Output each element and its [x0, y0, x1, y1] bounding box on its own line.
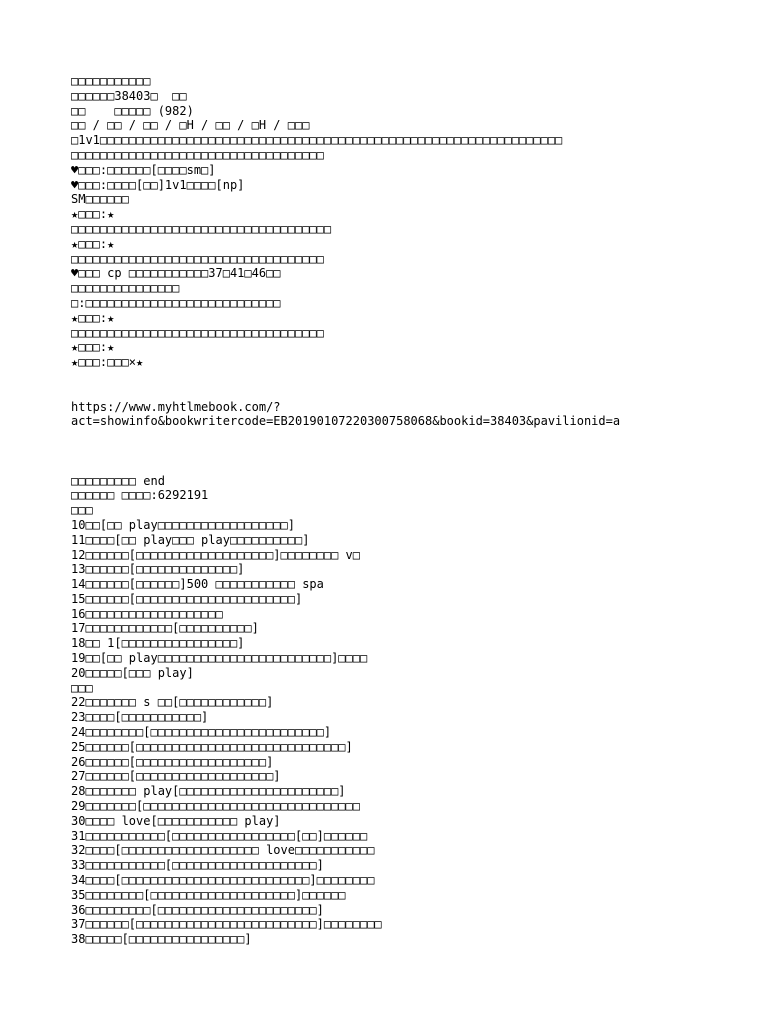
- chapter-line: 31□□□□□□□□□□□[□□□□□□□□□□□□□□□□□[□□]□□□□□□: [71, 828, 368, 843]
- url-line: act=showinfo&bookwritercode=EB20190107220300758068&bookid=38403&pavilionid=a: [71, 414, 621, 429]
- info-line: ★□□□:★: [71, 236, 115, 251]
- info-line: □:□□□□□□□□□□□□□□□□□□□□□□□□□□□: [71, 295, 281, 310]
- info-line: SM□□□□□□: [71, 192, 129, 207]
- spacer: [71, 444, 768, 459]
- chapter-line: 37□□□□□□[□□□□□□□□□□□□□□□□□□□□□□□□□]□□□□□□□□: [71, 917, 382, 932]
- chapter-line: 14□□□□□□[□□□□□□]500 □□□□□□□□□□□ spa: [71, 577, 324, 592]
- chapter-line: 29□□□□□□□[□□□□□□□□□□□□□□□□□□□□□□□□□□□□□□: [71, 799, 360, 814]
- chapter-line: 24□□□□□□□□[□□□□□□□□□□□□□□□□□□□□□□□□]: [71, 725, 332, 740]
- chapter-line: 16□□□□□□□□□□□□□□□□□□□: [71, 606, 223, 621]
- url-line: https://www.myhtlmebook.com/?: [71, 399, 281, 414]
- chapter-line: 27□□□□□□[□□□□□□□□□□□□□□□□□□□]: [71, 769, 281, 784]
- chapter-line: 18□□ 1[□□□□□□□□□□□□□□□□]: [71, 636, 245, 651]
- info-line: □□□□□□□□□□□□□□□□□□□□□□□□□□□□□□□□□□□: [71, 251, 324, 266]
- status-line: □□□□□□ □□□□:6292191: [71, 488, 209, 503]
- info-line: □1v1□□□□□□□□□□□□□□□□□□□□□□□□□□□□□□□□□□□□□□□□□□□□□□□□□□□□□□□□□□□□□□□□: [71, 133, 563, 148]
- chapter-line: 17□□□□□□□□□□□□[□□□□□□□□□□]: [71, 621, 259, 636]
- chapter-list: [71, 518, 768, 947]
- info-line: □□□□□□□□□□□□□□□□□□□□□□□□□□□□□□□□□□□: [71, 147, 324, 162]
- info-line: ★□□□:★: [71, 340, 115, 355]
- status-line: □□□: [71, 503, 93, 518]
- chapter-line: 38□□□□□[□□□□□□□□□□□□□□□□]: [71, 932, 252, 947]
- chapter-line: 22□□□□□□□ s □□[□□□□□□□□□□□□]: [71, 695, 274, 710]
- book-info-block: [71, 74, 768, 370]
- info-line: □□□□□□□□□□□: [71, 74, 151, 88]
- chapter-line: 20□□□□□[□□□ play]: [71, 665, 194, 680]
- info-line: □□ / □□ / □□ / □H / □□ / □H / □□□: [71, 118, 310, 133]
- spacer: [71, 429, 768, 444]
- chapter-line: 32□□□□[□□□□□□□□□□□□□□□□□□□ love□□□□□□□□□□□: [71, 843, 375, 858]
- info-line: ♥□□□ cp □□□□□□□□□□□37□41□46□□: [71, 266, 281, 281]
- chapter-line: 36□□□□□□□□□[□□□□□□□□□□□□□□□□□□□□□□]: [71, 902, 324, 917]
- spacer: [71, 459, 768, 474]
- chapter-line: 28□□□□□□□ play[□□□□□□□□□□□□□□□□□□□□□□]: [71, 784, 346, 799]
- chapter-line: 30□□□□ love[□□□□□□□□□□□ play]: [71, 813, 281, 828]
- book-url-block: [71, 400, 768, 430]
- chapter-line: 23□□□□[□□□□□□□□□□□]: [71, 710, 209, 725]
- chapter-line: 34□□□□[□□□□□□□□□□□□□□□□□□□□□□□□□□]□□□□□□□□: [71, 873, 375, 888]
- info-line: ★□□□:★: [71, 207, 115, 222]
- spacer: [71, 385, 768, 400]
- info-line: ★□□□:★: [71, 310, 115, 325]
- chapter-line: 19□□[□□ play□□□□□□□□□□□□□□□□□□□□□□□□]□□□□: [71, 651, 368, 666]
- book-status-block: [71, 474, 768, 518]
- spacer: [71, 370, 768, 385]
- chapter-line: 25□□□□□□[□□□□□□□□□□□□□□□□□□□□□□□□□□□□□]: [71, 739, 353, 754]
- status-line: □□□□□□□□□ end: [71, 473, 165, 488]
- info-line: □□ □□□□□ (982): [71, 103, 194, 118]
- info-line: □□□□□□□□□□□□□□□□□□□□□□□□□□□□□□□□□□□: [71, 325, 324, 340]
- chapter-line: 35□□□□□□□□[□□□□□□□□□□□□□□□□□□□□]□□□□□□: [71, 887, 346, 902]
- info-line: □□□□□□38403□ □□: [71, 88, 187, 103]
- chapter-line: 13□□□□□□[□□□□□□□□□□□□□□]: [71, 562, 245, 577]
- chapter-line: 12□□□□□□[□□□□□□□□□□□□□□□□□□□]□□□□□□□□ v□: [71, 547, 360, 562]
- chapter-line: 15□□□□□□[□□□□□□□□□□□□□□□□□□□□□□]: [71, 591, 303, 606]
- chapter-line: 11□□□□[□□ play□□□ play□□□□□□□□□□]: [71, 532, 310, 547]
- info-line: □□□□□□□□□□□□□□□: [71, 281, 180, 296]
- info-line: ♥□□□:□□□□□□[□□□□sm□]: [71, 162, 216, 177]
- chapter-line: 33□□□□□□□□□□□[□□□□□□□□□□□□□□□□□□□□]: [71, 858, 324, 873]
- info-line: ♥□□□:□□□□[□□]1v1□□□□[np]: [71, 177, 245, 192]
- chapter-line: 10□□[□□ play□□□□□□□□□□□□□□□□□□]: [71, 517, 295, 532]
- info-line: □□□□□□□□□□□□□□□□□□□□□□□□□□□□□□□□□□□□: [71, 221, 332, 236]
- info-line: ★□□□:□□□×★: [71, 355, 144, 370]
- chapter-line: 26□□□□□□[□□□□□□□□□□□□□□□□□□]: [71, 754, 274, 769]
- chapter-line: □□□: [71, 680, 93, 695]
